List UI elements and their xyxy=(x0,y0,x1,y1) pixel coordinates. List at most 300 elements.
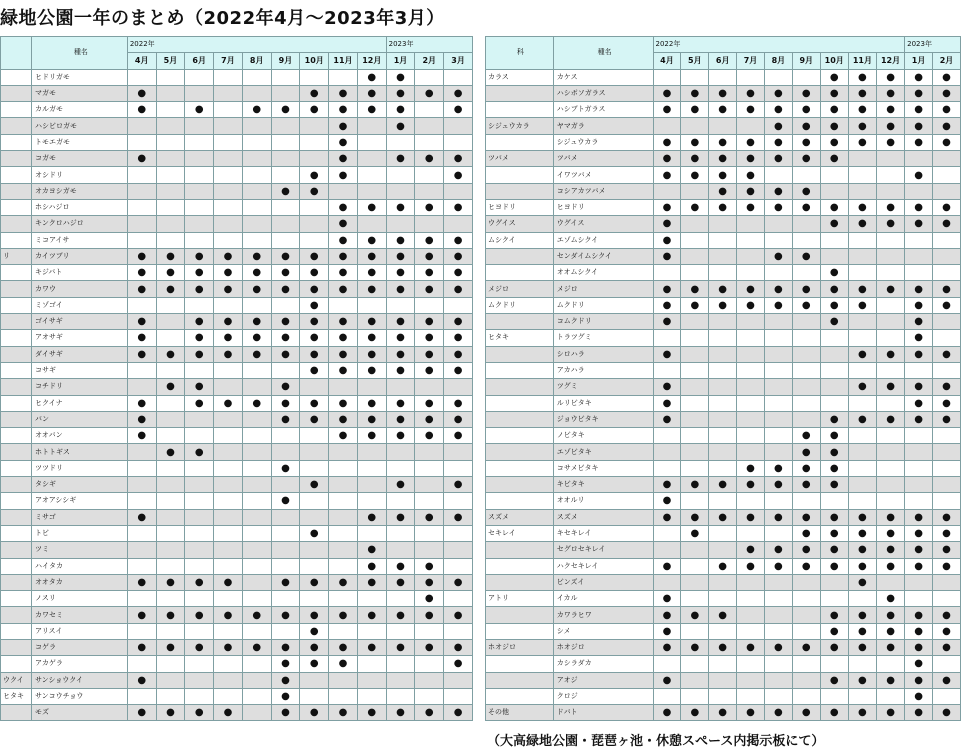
observed-dot: ● xyxy=(137,316,147,328)
observed-dot: ● xyxy=(774,136,783,148)
observation-cell xyxy=(764,265,792,281)
observed-dot: ● xyxy=(914,202,923,214)
observation-cell xyxy=(792,607,820,623)
observed-dot: ● xyxy=(718,202,728,214)
observed-dot: ● xyxy=(914,658,923,670)
table-row xyxy=(1,411,473,427)
observation-cell xyxy=(820,248,848,264)
observed-dot: ● xyxy=(424,707,434,719)
table-row xyxy=(486,639,961,655)
family-cell xyxy=(486,183,554,199)
observation-cell xyxy=(214,281,243,297)
month-header: 5月 xyxy=(156,53,185,69)
observation-cell xyxy=(127,574,156,590)
observation-cell xyxy=(300,216,329,232)
observed-dot: ● xyxy=(137,511,147,523)
observation-cell xyxy=(653,102,681,118)
observation-cell xyxy=(214,574,243,590)
month-header: 9月 xyxy=(271,53,300,69)
observation-cell xyxy=(415,232,444,248)
observed-dot: ● xyxy=(424,397,434,409)
observed-dot: ● xyxy=(166,707,175,719)
observed-dot: ● xyxy=(801,88,811,100)
observed-dot: ● xyxy=(886,625,895,637)
observed-dot: ● xyxy=(396,202,405,214)
observation-cell xyxy=(792,232,820,248)
observation-cell xyxy=(737,216,765,232)
observation-cell xyxy=(848,411,876,427)
observation-cell xyxy=(905,314,933,330)
observation-cell xyxy=(242,607,271,623)
observed-dot: ● xyxy=(338,153,348,165)
observation-cell xyxy=(764,69,792,85)
observation-cell xyxy=(156,477,185,493)
species-name: カワラヒワ xyxy=(553,607,653,623)
observation-cell xyxy=(792,346,820,362)
table-row xyxy=(486,525,961,541)
observed-dot: ● xyxy=(281,707,290,719)
observation-cell xyxy=(876,216,904,232)
observation-cell xyxy=(271,134,300,150)
observation-cell xyxy=(681,509,709,525)
observation-cell xyxy=(444,509,473,525)
observation-cell xyxy=(820,69,848,85)
observation-cell xyxy=(709,330,737,346)
observed-dot: ● xyxy=(281,658,290,670)
observation-cell xyxy=(905,85,933,101)
observed-dot: ● xyxy=(281,397,290,409)
observation-cell xyxy=(681,118,709,134)
observation-cell xyxy=(848,542,876,558)
observed-dot: ● xyxy=(914,218,923,230)
observation-cell xyxy=(357,558,386,574)
observation-cell xyxy=(242,216,271,232)
observation-cell xyxy=(737,183,765,199)
observed-dot: ● xyxy=(662,642,672,654)
observed-dot: ● xyxy=(453,104,463,116)
observation-cell xyxy=(242,151,271,167)
family-cell xyxy=(486,248,554,264)
observation-cell xyxy=(329,102,358,118)
observation-cell xyxy=(764,167,792,183)
observation-cell xyxy=(271,248,300,264)
observation-cell xyxy=(329,477,358,493)
observation-cell xyxy=(214,199,243,215)
species-name: オオルリ xyxy=(553,493,653,509)
observation-cell xyxy=(156,134,185,150)
observed-dot: ● xyxy=(774,642,783,654)
observed-dot: ● xyxy=(858,283,867,295)
observation-cell xyxy=(764,542,792,558)
observed-dot: ● xyxy=(886,560,895,572)
observed-dot: ● xyxy=(801,479,811,491)
observation-cell xyxy=(329,314,358,330)
observed-dot: ● xyxy=(942,625,951,637)
observation-cell xyxy=(876,444,904,460)
family-cell xyxy=(1,85,32,101)
table-row xyxy=(1,525,473,541)
observed-dot: ● xyxy=(914,397,923,409)
observed-dot: ● xyxy=(690,136,700,148)
observation-cell xyxy=(386,281,415,297)
observation-cell xyxy=(357,167,386,183)
observation-cell xyxy=(820,460,848,476)
observation-cell xyxy=(156,444,185,460)
observed-dot: ● xyxy=(858,642,867,654)
observation-cell xyxy=(415,477,444,493)
observation-cell xyxy=(185,509,214,525)
table-row xyxy=(486,444,961,460)
observation-cell xyxy=(681,216,709,232)
observation-cell xyxy=(709,574,737,590)
observed-dot: ● xyxy=(252,348,262,360)
table-row xyxy=(1,493,473,509)
observation-cell xyxy=(848,134,876,150)
family-cell: セキレイ xyxy=(486,525,554,541)
observation-cell xyxy=(386,444,415,460)
observed-dot: ● xyxy=(396,609,405,621)
observation-cell xyxy=(792,591,820,607)
observation-cell xyxy=(848,265,876,281)
observation-cell xyxy=(709,183,737,199)
species-name: コムクドリ xyxy=(553,314,653,330)
observation-cell xyxy=(792,639,820,655)
month-header: 1月 xyxy=(905,53,933,69)
observation-cell xyxy=(271,623,300,639)
observation-cell xyxy=(127,151,156,167)
family-cell xyxy=(1,346,32,362)
observation-cell xyxy=(905,591,933,607)
species-name: センダイムシクイ xyxy=(553,248,653,264)
observation-cell xyxy=(681,688,709,704)
observation-cell xyxy=(848,314,876,330)
family-cell xyxy=(486,477,554,493)
table-row xyxy=(1,297,473,313)
observed-dot: ● xyxy=(223,576,233,588)
table-row xyxy=(1,151,473,167)
observed-dot: ● xyxy=(223,397,233,409)
observation-cell xyxy=(357,330,386,346)
family-cell xyxy=(1,69,32,85)
observation-cell xyxy=(905,607,933,623)
observation-cell xyxy=(271,493,300,509)
table-row xyxy=(1,591,473,607)
observation-cell xyxy=(329,346,358,362)
observation-cell xyxy=(876,477,904,493)
observation-cell xyxy=(737,672,765,688)
observed-dot: ● xyxy=(223,251,233,262)
observation-cell xyxy=(185,134,214,150)
observation-cell xyxy=(329,69,358,85)
observed-dot: ● xyxy=(396,332,405,344)
observed-dot: ● xyxy=(424,251,434,262)
observation-cell xyxy=(329,623,358,639)
observed-dot: ● xyxy=(801,136,811,148)
observed-dot: ● xyxy=(396,153,405,165)
species-name: メジロ xyxy=(553,281,653,297)
species-name: ムクドリ xyxy=(553,297,653,313)
observation-cell xyxy=(905,672,933,688)
observation-cell xyxy=(737,558,765,574)
observed-dot: ● xyxy=(690,299,700,311)
observation-cell xyxy=(709,102,737,118)
species-name: ゴイサギ xyxy=(31,314,127,330)
observation-cell xyxy=(156,232,185,248)
observation-cell xyxy=(444,591,473,607)
observation-cell xyxy=(681,525,709,541)
observation-cell xyxy=(681,248,709,264)
observation-cell xyxy=(271,362,300,378)
observation-cell xyxy=(681,346,709,362)
observation-cell xyxy=(357,314,386,330)
observation-cell xyxy=(214,460,243,476)
observed-dot: ● xyxy=(829,707,839,719)
observation-cell xyxy=(185,656,214,672)
family-cell xyxy=(1,102,32,118)
observation-cell xyxy=(681,69,709,85)
family-cell xyxy=(1,656,32,672)
observation-cell xyxy=(415,314,444,330)
species-name: トラツグミ xyxy=(553,330,653,346)
observation-cell xyxy=(709,705,737,721)
observed-dot: ● xyxy=(942,560,951,572)
observation-cell xyxy=(185,411,214,427)
family-cell xyxy=(1,362,32,378)
observed-dot: ● xyxy=(396,413,405,425)
table-row xyxy=(1,460,473,476)
observation-cell xyxy=(905,656,933,672)
observation-cell xyxy=(792,656,820,672)
observation-cell xyxy=(848,428,876,444)
observed-dot: ● xyxy=(942,609,951,621)
observed-dot: ● xyxy=(801,544,811,556)
observation-cell xyxy=(357,688,386,704)
observed-dot: ● xyxy=(662,104,672,116)
observation-cell xyxy=(156,183,185,199)
observed-dot: ● xyxy=(424,430,434,442)
right-species-table-panel xyxy=(485,36,961,727)
observation-cell xyxy=(905,688,933,704)
observation-cell xyxy=(737,428,765,444)
family-cell xyxy=(486,688,554,704)
observation-cell xyxy=(185,69,214,85)
family-cell: ホオジロ xyxy=(486,639,554,655)
observation-cell xyxy=(415,591,444,607)
observation-cell xyxy=(329,591,358,607)
observed-dot: ● xyxy=(662,381,672,393)
species-name: ジョウビタキ xyxy=(553,411,653,427)
family-cell xyxy=(1,509,32,525)
observation-cell xyxy=(709,118,737,134)
observation-cell xyxy=(242,297,271,313)
observation-cell xyxy=(876,102,904,118)
observation-cell xyxy=(300,705,329,721)
table-row xyxy=(486,167,961,183)
observation-cell xyxy=(709,297,737,313)
observation-cell xyxy=(933,151,961,167)
observation-cell xyxy=(876,118,904,134)
family-cell: ウクイ xyxy=(1,672,32,688)
species-name: ホシハジロ xyxy=(31,199,127,215)
observation-cell xyxy=(653,705,681,721)
observation-cell xyxy=(848,183,876,199)
observed-dot: ● xyxy=(424,593,434,605)
observation-cell xyxy=(214,591,243,607)
observed-dot: ● xyxy=(309,479,319,491)
observation-cell xyxy=(156,395,185,411)
observation-cell xyxy=(386,623,415,639)
observation-cell xyxy=(329,134,358,150)
observed-dot: ● xyxy=(367,267,377,279)
observation-cell xyxy=(764,395,792,411)
observation-cell xyxy=(386,525,415,541)
observation-cell xyxy=(185,705,214,721)
observation-cell xyxy=(185,542,214,558)
observation-cell xyxy=(444,574,473,590)
observation-cell xyxy=(933,656,961,672)
observation-cell xyxy=(764,216,792,232)
observation-cell xyxy=(653,199,681,215)
observed-dot: ● xyxy=(309,707,319,719)
observation-cell xyxy=(444,248,473,264)
observation-cell xyxy=(357,428,386,444)
observation-cell xyxy=(444,232,473,248)
observed-dot: ● xyxy=(886,120,895,132)
observed-dot: ● xyxy=(396,707,405,719)
observation-cell xyxy=(127,216,156,232)
observation-cell xyxy=(709,69,737,85)
observation-cell xyxy=(214,395,243,411)
observation-cell xyxy=(792,216,820,232)
observed-dot: ● xyxy=(166,283,175,295)
observed-dot: ● xyxy=(774,202,783,214)
observed-dot: ● xyxy=(662,348,672,360)
observation-cell xyxy=(214,656,243,672)
observed-dot: ● xyxy=(801,202,811,214)
observed-dot: ● xyxy=(453,234,463,246)
observation-cell xyxy=(792,509,820,525)
observed-dot: ● xyxy=(774,251,783,262)
observed-dot: ● xyxy=(424,202,434,214)
observation-cell xyxy=(653,444,681,460)
observation-cell xyxy=(681,395,709,411)
observation-cell xyxy=(848,477,876,493)
observation-cell xyxy=(214,85,243,101)
observation-cell xyxy=(653,591,681,607)
observation-cell xyxy=(242,477,271,493)
observed-dot: ● xyxy=(829,462,839,474)
observation-cell xyxy=(357,607,386,623)
observation-cell xyxy=(876,509,904,525)
family-cell xyxy=(486,395,554,411)
observed-dot: ● xyxy=(252,642,262,654)
observation-cell xyxy=(820,183,848,199)
observation-cell xyxy=(386,314,415,330)
observation-cell xyxy=(653,314,681,330)
observation-cell xyxy=(933,705,961,721)
observed-dot: ● xyxy=(453,576,463,588)
observation-cell xyxy=(386,477,415,493)
observed-dot: ● xyxy=(137,576,147,588)
observation-cell xyxy=(329,362,358,378)
observed-dot: ● xyxy=(424,511,434,523)
observation-cell xyxy=(905,428,933,444)
observation-cell xyxy=(329,151,358,167)
observation-cell xyxy=(653,509,681,525)
observed-dot: ● xyxy=(453,202,463,214)
observed-dot: ● xyxy=(137,430,147,442)
observation-cell xyxy=(415,362,444,378)
observation-cell xyxy=(876,362,904,378)
observation-cell xyxy=(709,623,737,639)
observed-dot: ● xyxy=(662,251,672,262)
observation-cell xyxy=(214,493,243,509)
observed-dot: ● xyxy=(223,707,233,719)
observed-dot: ● xyxy=(396,576,405,588)
observation-cell xyxy=(415,411,444,427)
observed-dot: ● xyxy=(367,283,377,295)
family-cell: アトリ xyxy=(486,591,554,607)
observation-cell xyxy=(764,444,792,460)
observation-cell xyxy=(737,509,765,525)
observation-cell xyxy=(820,411,848,427)
species-name: ミコアイサ xyxy=(31,232,127,248)
observation-cell xyxy=(737,314,765,330)
observation-cell xyxy=(127,118,156,134)
observation-cell xyxy=(905,509,933,525)
observation-cell xyxy=(848,199,876,215)
observation-cell xyxy=(357,265,386,281)
year-2023-header: 2023年 xyxy=(386,37,472,53)
observation-cell xyxy=(764,639,792,655)
family-cell: その他 xyxy=(486,705,554,721)
observed-dot: ● xyxy=(746,185,755,197)
observation-cell xyxy=(415,493,444,509)
observation-cell xyxy=(737,542,765,558)
observation-cell xyxy=(737,639,765,655)
species-name: ウグイス xyxy=(553,216,653,232)
source-note: （大高緑地公園・琵琶ヶ池・休憩スペース内掲示板にて） xyxy=(487,734,825,749)
observation-cell xyxy=(820,477,848,493)
observed-dot: ● xyxy=(858,625,867,637)
observation-cell xyxy=(848,509,876,525)
observed-dot: ● xyxy=(309,348,319,360)
observation-cell xyxy=(242,183,271,199)
observation-cell xyxy=(653,672,681,688)
observation-cell xyxy=(329,705,358,721)
observation-cell xyxy=(357,411,386,427)
observed-dot: ● xyxy=(774,462,783,474)
observed-dot: ● xyxy=(914,348,923,360)
observed-dot: ● xyxy=(424,88,434,100)
observed-dot: ● xyxy=(690,153,700,165)
family-cell xyxy=(1,379,32,395)
family-cell xyxy=(1,216,32,232)
species-name: イカル xyxy=(553,591,653,607)
observation-cell xyxy=(329,542,358,558)
observation-cell xyxy=(444,477,473,493)
observed-dot: ● xyxy=(718,88,728,100)
observed-dot: ● xyxy=(252,104,262,116)
observation-cell xyxy=(848,346,876,362)
observation-cell xyxy=(933,281,961,297)
observation-cell xyxy=(415,297,444,313)
table-row xyxy=(486,558,961,574)
observation-cell xyxy=(185,558,214,574)
observed-dot: ● xyxy=(914,381,923,393)
observation-cell xyxy=(185,151,214,167)
observation-cell xyxy=(876,151,904,167)
